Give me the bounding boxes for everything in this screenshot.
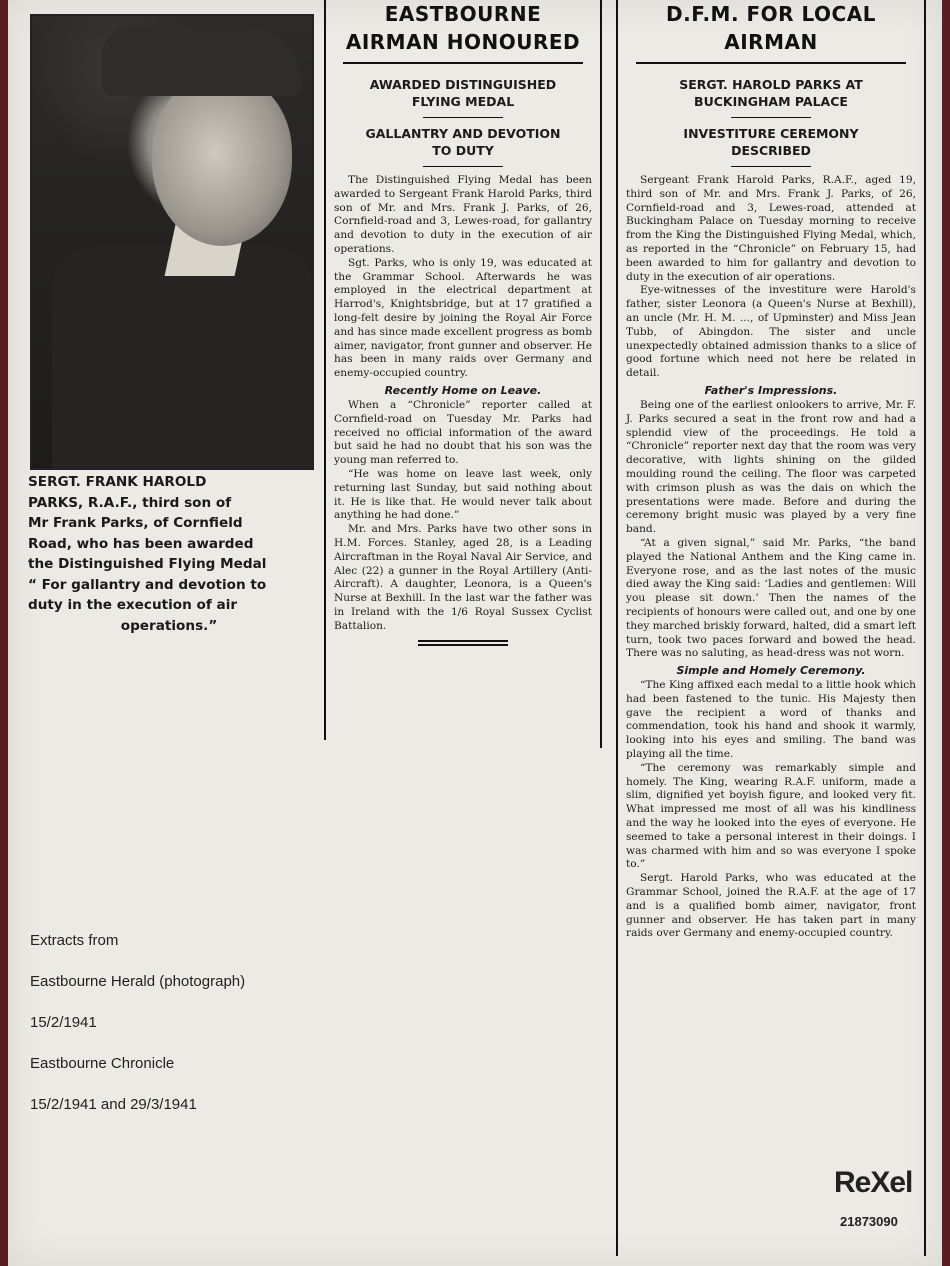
subheadline: INVESTITURE CEREMONY <box>683 126 859 141</box>
paragraph: “The King affixed each medal to a little hook which had been fastened to the tunic. His Majesty then gave the recipient a word of thanks and commendation, took his hand and shook it warmly, looking into his eyes and smiling. The band was playing all the time. <box>626 679 916 761</box>
headline: EASTBOURNE <box>384 2 542 26</box>
article-airman-honoured <box>334 0 592 646</box>
subheadline: DESCRIBED <box>731 143 811 158</box>
paragraph: “He was home on leave last week, only returning last Sunday, but said nothing about it. He is like that. He would never talk about anything he had done.” <box>334 467 592 522</box>
section-heading: Recently Home on Leave. <box>384 383 542 397</box>
rexel-logo: ReXel <box>834 1166 913 1199</box>
rexel-code: 21873090 <box>840 1214 898 1229</box>
subheadline: FLYING MEDAL <box>411 94 515 109</box>
column-rule <box>324 0 326 740</box>
column-rule <box>600 0 602 748</box>
column-rule <box>924 0 926 1256</box>
paragraph: Sergeant Frank Harold Parks, R.A.F., aged 19, third son of Mr. and Mrs. Frank J. Parks, of 26, Cornfield-road and 3, Lewes-road, attended at Buckingham Palace on Tuesday morning to receive from the King the Distinguished Flying Medal, which, as reported in the “Chronicle” on February 15, had been awarded to him for gallantry and devotion to duty in the execution of air operations. <box>626 174 916 283</box>
subheadline: BUCKINGHAM PALACE <box>694 94 848 109</box>
subheadline: AWARDED DISTINGUISHED <box>369 77 557 92</box>
subheadline: TO DUTY <box>432 143 494 158</box>
paragraph: “The ceremony was remarkably simple and homely. The King, wearing R.A.F. uniform, made a slim, dignified yet boyish figure, and looked very fit. What impressed me most of all was his kindliness and the way he looked into the eyes of everyone. He seemed to take a personal interest in their doings. I was charmed with him and so was everyone I spoke to.” <box>626 761 916 871</box>
paragraph: “At a given signal,” said Mr. Parks, “the band played the National Anthem and the King came in. Everyone rose, and as the last notes of the music died away the King said: ‘Ladies and gentlemen: Will you please sit down.’ Then the names of the recipients of honours were called out, and one by one they marched briskly forward, halted, did a smart left turn, took two paces forward and bowed the head. There was no saluting, as head-dress was not worn. <box>626 536 916 660</box>
subheadline: GALLANTRY AND DEVOTION <box>365 126 561 141</box>
document-sheet <box>8 0 942 1266</box>
article-dfm-local-airman <box>626 0 916 941</box>
headline: AIRMAN HONOURED <box>345 30 581 54</box>
section-heading: Father's Impressions. <box>704 383 838 397</box>
subheadline: SERGT. HAROLD PARKS AT <box>679 77 863 92</box>
paragraph: Mr. and Mrs. Parks have two other sons in H.M. Forces. Stanley, aged 28, is a Leading Aircraftman in the Royal Naval Air Service, and Alec (22) a gunner in the Royal Artillery (Anti-Aircraft). A daughter, Leonora, is a Queen's Nurse at Bexhill. In the last war the father was in Ireland with the 1/6 Royal Sussex Cyclist Battalion. <box>334 523 592 632</box>
paragraph: Eye-witnesses of the investiture were Harold's father, sister Leonora (a Queen's Nurse at Bexhill), an uncle (Mr. H. M. ..., of Upminster) and Miss Jean Tubb, of Abingdon. The sister and uncle unexpectedly obtained admission thanks to a slice of good fortune which need not here be related in detail. <box>626 284 916 380</box>
note-line: 15/2/1941 <box>30 1014 97 1031</box>
extracts-note <box>30 932 245 1137</box>
paragraph: Sergt. Harold Parks, who was educated at the Grammar School, joined the R.A.F. at the age of 17 and is a qualified bomb aimer, navigator, front gunner and observer. He has taken part in many raids over Germany and enemy-occupied country. <box>626 872 916 940</box>
paragraph: When a “Chronicle” reporter called at Cornfield-road on Tuesday Mr. Parks had received no official information of the award but said he had no doubt that his son was the young man referred to. <box>334 398 592 467</box>
portrait-photo <box>30 14 314 470</box>
headline: AIRMAN <box>724 30 818 54</box>
paragraph: Sgt. Parks, who is only 19, was educated at the Grammar School. Afterwards he was employed in the electrical department at Harrod's, Knightsbridge, but at 17 gratified a long-felt desire by joining the Royal Air Force and has since made excellent progress as bomb aimer, navigator, front gunner and observer. He has been in many raids over Germany and enemy-occupied country. <box>334 256 592 380</box>
paragraph: The Distinguished Flying Medal has been awarded to Sergeant Frank Harold Parks, third son of Mr. and Mrs. Frank J. Parks, of 26, Cornfield-road and 3, Lewes-road, for gallantry and devotion to duty in the execution of air operations. <box>334 174 592 255</box>
note-line: Extracts from <box>30 932 119 949</box>
note-line: 15/2/1941 and 29/3/1941 <box>30 1096 197 1113</box>
headline: D.F.M. FOR LOCAL <box>666 2 876 26</box>
note-line: Eastbourne Herald (photograph) <box>30 973 246 990</box>
photo-caption: SERGT. FRANK HAROLD PARKS, R.A.F., third son of Mr Frank Parks, of Cornfield Road, who has been awarded the Distinguished Flying Medal “ For gallantry and devotion to duty in the execution of air operations.” <box>28 474 267 634</box>
note-line: Eastbourne Chronicle <box>30 1055 175 1072</box>
section-heading: Simple and Homely Ceremony. <box>676 664 866 678</box>
column-rule <box>616 0 618 1256</box>
paragraph: Being one of the earliest onlookers to arrive, Mr. F. J. Parks secured a seat in the front row and had a splendid view of the proceedings. He told a “Chronicle” reporter next day that the room was very decorative, with lights shining on the gilded moulding round the ceiling. The floor was carpeted with crimson plush as was the dais on which the presentations were made. Before and during the ceremony bright music was played by a very fine band. <box>626 398 916 536</box>
